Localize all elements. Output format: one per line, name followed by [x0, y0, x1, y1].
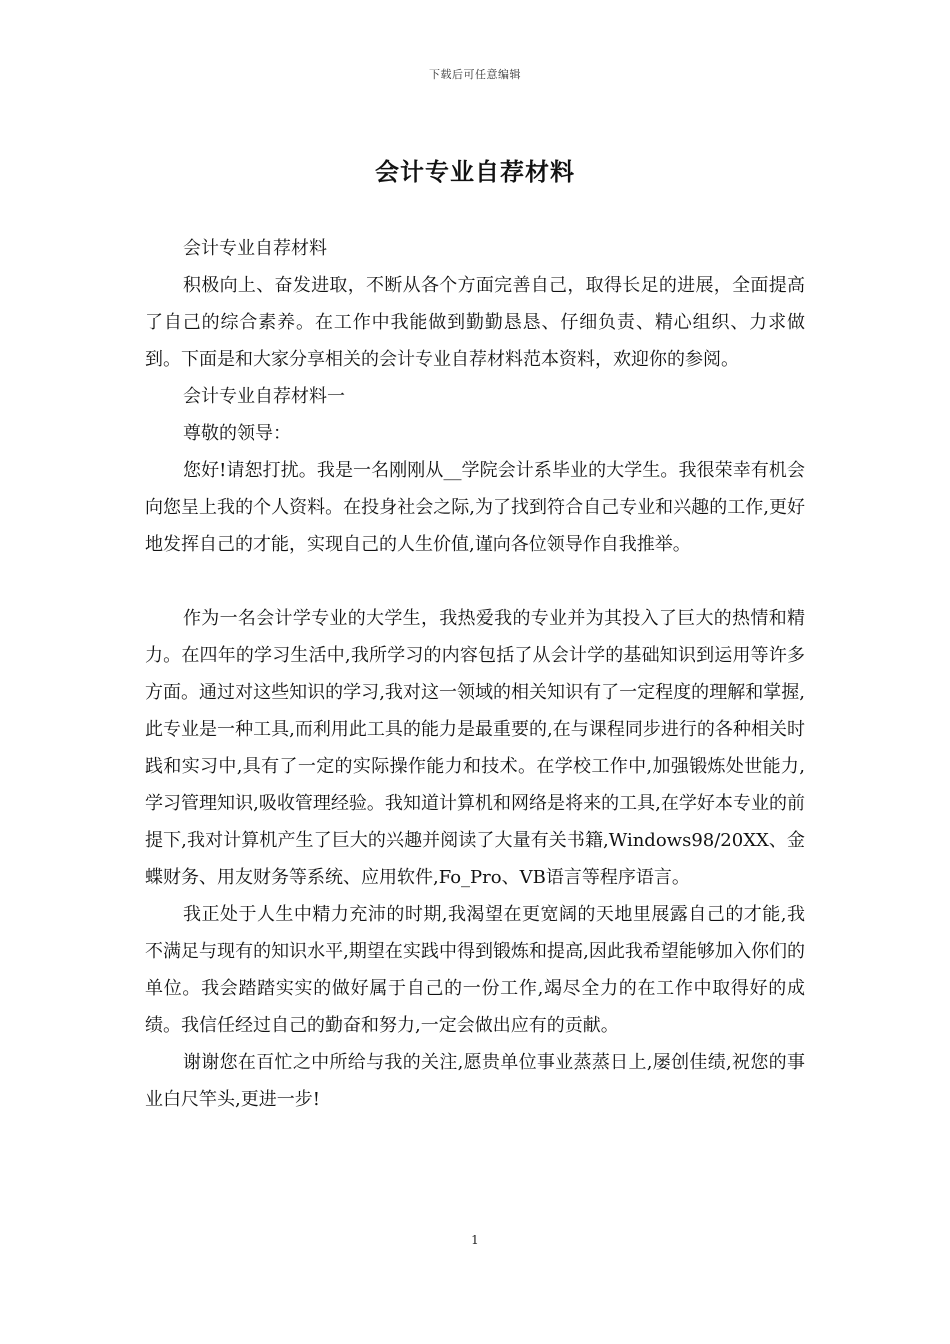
header-note: 下载后可任意编辑 — [429, 68, 521, 81]
paragraph-studies: 作为一名会计学专业的大学生，我热爱我的专业并为其投入了巨大的热情和精力。在四年的学习生活中,我所学习的内容包括了从会计学的基础知识到运用等许多方面。通过对这些知识的学习,我对这一领域的相关知识有了一定程度的理解和掌握,此专业是一种工具,而利用此工具的能力是最重要的,在与课程同步进行的各种相关时践和实习中,具有了一定的实际操作能力和技术。在学校工作中,加强锻炼处世能力,学习管理知识,吸收管理经验。我知道计算机和网络是将来的工具,在学好本专业的前提下,我对计算机产生了巨大的兴趣并阅读了大量有关书籍,Windows98/20XX、金蝶财务、用友财务等系统、应用软件,Fo_Pro、VB语言等程序语言。 — [145, 608, 805, 888]
page-number: 1 — [471, 1233, 479, 1247]
document-title: 会计专业自荐材料 — [375, 157, 575, 186]
paragraph-greeting: 您好!请恕打扰。我是一名刚刚从__学院会计系毕业的大学生。我很荣幸有机会向您呈上我的个人资料。在投身社会之际,为了找到符合自己专业和兴趣的工作,更好地发挥自己的才能，实现自己的人生价值,谨向各位领导作自我推举。 — [145, 460, 805, 555]
paragraph-closing: 谢谢您在百忙之中所给与我的关注,愿贵单位事业蒸蒸日上,屡创佳绩,祝您的事业白尺竿头,更进一步! — [145, 1052, 805, 1110]
paragraph-blank — [145, 563, 805, 600]
paragraph-section-title: 会计专业自荐材料一 — [183, 386, 345, 407]
document-body — [145, 230, 805, 1118]
paragraph-intro: 积极向上、奋发进取，不断从各个方面完善自己，取得长足的进展，全面提高了自己的综合素养。在工作中我能做到勤勤恳恳、仔细负责、精心组织、力求做到。下面是和大家分享相关的会计专业自荐材料范本资料，欢迎你的参阅。 — [145, 275, 805, 370]
paragraph-aspiration: 我正处于人生中精力充沛的时期,我渴望在更宽阔的天地里展露自己的才能,我不满足与现有的知识水平,期望在实践中得到锻炼和提高,因此我希望能够加入你们的单位。我会踏踏实实的做好属于自己的一份工作,竭尽全力的在工作中取得好的成绩。我信任经过自己的勤奋和努力,一定会做出应有的贡献。 — [145, 904, 805, 1036]
paragraph-heading: 会计专业自荐材料 — [183, 238, 327, 259]
paragraph-salutation: 尊敬的领导： — [183, 423, 291, 444]
